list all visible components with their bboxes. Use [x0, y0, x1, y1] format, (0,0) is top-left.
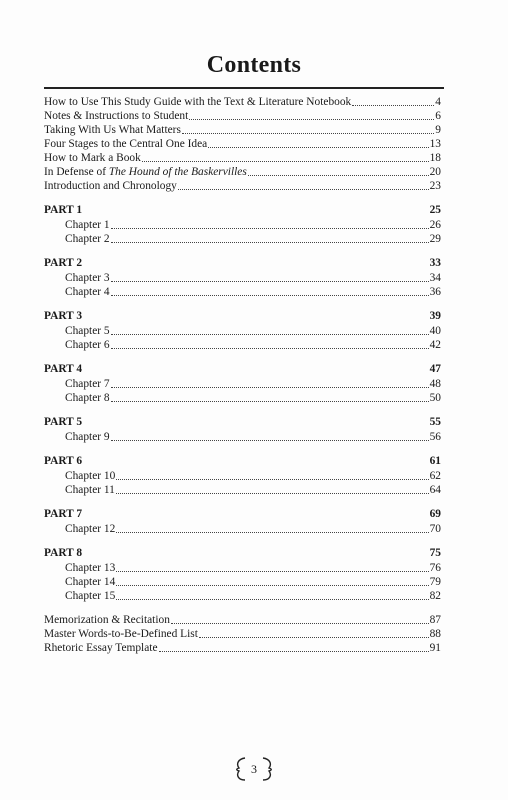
- toc-entry-label: How to Mark a Book: [44, 152, 141, 164]
- parts-list: [44, 203, 441, 603]
- toc-entry[interactable]: [44, 627, 441, 641]
- leader-dots: [159, 651, 429, 652]
- toc-entry-page: 87: [429, 614, 441, 626]
- chapter-entry[interactable]: [44, 522, 441, 536]
- part-heading[interactable]: [44, 507, 441, 522]
- leader-dots: [189, 119, 434, 120]
- leader-dots: [116, 585, 428, 586]
- chapter-page: 79: [429, 576, 441, 588]
- part-label: PART 6: [44, 455, 83, 467]
- toc-entry-label: Master Words-to-Be-Defined List: [44, 628, 198, 640]
- part-page: 25: [429, 204, 441, 216]
- part-page: 55: [429, 416, 441, 428]
- part-heading[interactable]: [44, 415, 441, 430]
- chapter-label: Chapter 8: [65, 392, 110, 404]
- toc-entry[interactable]: [44, 123, 441, 137]
- leader-dots: [116, 599, 428, 600]
- part-label: PART 7: [44, 508, 83, 520]
- chapter-label: Chapter 6: [65, 339, 110, 351]
- chapter-entry[interactable]: [44, 589, 441, 603]
- toc-entry[interactable]: [44, 165, 441, 179]
- chapter-page: 62: [429, 470, 441, 482]
- part-page: 69: [429, 508, 441, 520]
- chapter-page: 50: [429, 392, 441, 404]
- page-number: 3: [251, 761, 257, 776]
- chapter-label: Chapter 11: [65, 484, 115, 496]
- part-page: 61: [429, 455, 441, 467]
- chapter-entry[interactable]: [44, 483, 441, 497]
- back-matter-list: [44, 613, 441, 655]
- chapter-label: Chapter 7: [65, 378, 110, 390]
- chapter-page: 48: [429, 378, 441, 390]
- toc-entry-label: Notes & Instructions to Student: [44, 110, 189, 122]
- part-label: PART 1: [44, 204, 83, 216]
- part-page: 47: [429, 363, 441, 375]
- chapter-label: Chapter 5: [65, 325, 110, 337]
- leader-dots: [182, 133, 434, 134]
- chapter-page: 82: [429, 590, 441, 602]
- leader-dots: [116, 532, 428, 533]
- leader-dots: [111, 228, 429, 229]
- chapter-label: Chapter 12: [65, 523, 116, 535]
- chapter-page: 70: [429, 523, 441, 535]
- chapter-entry[interactable]: [44, 324, 441, 338]
- leader-dots: [116, 493, 429, 494]
- toc-entry-label: Memorization & Recitation: [44, 614, 170, 626]
- leader-dots: [111, 242, 429, 243]
- part-heading[interactable]: [44, 454, 441, 469]
- toc-entry-page: 23: [429, 180, 441, 192]
- chapter-entry[interactable]: [44, 271, 441, 285]
- chapter-entry[interactable]: [44, 377, 441, 391]
- toc-entry-label: Four Stages to the Central One Idea: [44, 138, 208, 150]
- part-label: PART 3: [44, 310, 83, 322]
- part-label: PART 2: [44, 257, 83, 269]
- toc-entry[interactable]: [44, 613, 441, 627]
- toc-entry-label: Introduction and Chronology: [44, 180, 177, 192]
- leader-dots: [111, 295, 429, 296]
- toc-entry-page: 13: [429, 138, 441, 150]
- leader-dots: [111, 401, 429, 402]
- part-label: PART 4: [44, 363, 83, 375]
- part-page: 33: [429, 257, 441, 269]
- leader-dots: [111, 334, 429, 335]
- toc-entry[interactable]: [44, 109, 441, 123]
- toc-entry-label: How to Use This Study Guide with the Text & Literature Notebook: [44, 96, 352, 108]
- toc-entry-page: 9: [435, 124, 441, 136]
- chapter-label: Chapter 13: [65, 562, 116, 574]
- leader-dots: [199, 637, 429, 638]
- table-of-contents: [44, 95, 441, 655]
- chapter-label: Chapter 10: [65, 470, 116, 482]
- chapter-label: Chapter 14: [65, 576, 116, 588]
- leader-dots: [111, 387, 429, 388]
- leader-dots: [142, 161, 429, 162]
- part-heading[interactable]: [44, 256, 441, 271]
- leader-dots: [178, 189, 429, 190]
- chapter-page: 36: [429, 286, 441, 298]
- chapter-entry[interactable]: [44, 285, 441, 299]
- toc-entry-page: 18: [429, 152, 441, 164]
- toc-entry[interactable]: [44, 641, 441, 655]
- part-heading[interactable]: [44, 362, 441, 377]
- chapter-entry[interactable]: [44, 338, 441, 352]
- toc-entry-page: 20: [429, 166, 441, 178]
- chapter-page: 40: [429, 325, 441, 337]
- toc-entry-page: 91: [429, 642, 441, 654]
- toc-entry-label: [44, 165, 247, 179]
- leader-dots: [208, 147, 428, 148]
- title-rule: [44, 87, 444, 89]
- toc-entry-page: 88: [429, 628, 441, 640]
- chapter-entry[interactable]: [44, 391, 441, 405]
- toc-entry[interactable]: [44, 151, 441, 165]
- chapter-page: 64: [429, 484, 441, 496]
- toc-entry[interactable]: [44, 95, 441, 109]
- leader-dots: [352, 105, 434, 106]
- toc-entry[interactable]: [44, 137, 441, 151]
- chapter-page: 29: [429, 233, 441, 245]
- chapter-label: Chapter 1: [65, 219, 110, 231]
- chapter-page: 42: [429, 339, 441, 351]
- leader-dots: [111, 281, 429, 282]
- part-label: PART 5: [44, 416, 83, 428]
- chapter-label: Chapter 3: [65, 272, 110, 284]
- toc-entry-page: 4: [435, 96, 441, 108]
- part-label: PART 8: [44, 547, 83, 559]
- page-number-footer: [0, 755, 508, 783]
- chapter-page: 26: [429, 219, 441, 231]
- chapter-page: 56: [429, 431, 441, 443]
- toc-entry-label: Rhetoric Essay Template: [44, 642, 158, 654]
- page-number-ornament: [231, 755, 277, 783]
- page-title: Contents: [206, 52, 302, 78]
- chapter-label: Chapter 2: [65, 233, 110, 245]
- chapter-page: 34: [429, 272, 441, 284]
- leader-dots: [116, 571, 428, 572]
- part-heading[interactable]: [44, 546, 441, 561]
- chapter-entry[interactable]: [44, 575, 441, 589]
- book-title-italic: The Hound of the Baskervilles: [108, 166, 247, 178]
- chapter-label: Chapter 4: [65, 286, 110, 298]
- part-page: 75: [429, 547, 441, 559]
- chapter-label: Chapter 9: [65, 431, 110, 443]
- chapter-entry[interactable]: [44, 561, 441, 575]
- spacer: [44, 603, 441, 613]
- chapter-entry[interactable]: [44, 430, 441, 444]
- part-heading[interactable]: [44, 203, 441, 218]
- chapter-entry[interactable]: [44, 232, 441, 246]
- chapter-label: Chapter 15: [65, 590, 116, 602]
- chapter-page: 76: [429, 562, 441, 574]
- toc-entry[interactable]: [44, 179, 441, 193]
- front-matter-list: [44, 95, 441, 193]
- leader-dots: [248, 175, 429, 176]
- toc-entry-label: Taking With Us What Matters: [44, 124, 181, 136]
- chapter-entry[interactable]: [44, 469, 441, 483]
- toc-entry-label-prefix: In Defense of: [44, 166, 109, 178]
- part-heading[interactable]: [44, 309, 441, 324]
- leader-dots: [171, 623, 429, 624]
- leader-dots: [111, 348, 429, 349]
- part-page: 39: [429, 310, 441, 322]
- leader-dots: [116, 479, 428, 480]
- toc-entry-page: 6: [435, 110, 441, 122]
- chapter-entry[interactable]: [44, 218, 441, 232]
- leader-dots: [111, 440, 429, 441]
